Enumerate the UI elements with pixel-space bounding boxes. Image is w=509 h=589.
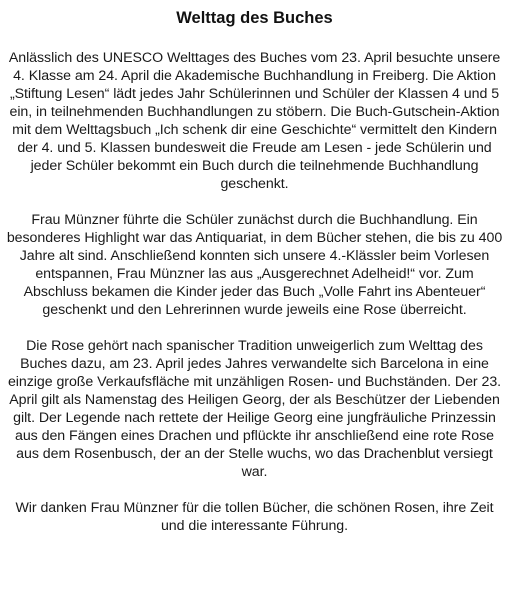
document-title: Welttag des Buches: [176, 9, 333, 27]
paragraph-thanks: Wir danken Frau Münzner für die tollen Bücher, die schönen Rosen, ihre Zeit und die interessante Führung.: [15, 500, 494, 534]
paragraph-rose-tradition: Die Rose gehört nach spanischer Tradition unweigerlich zum Welttag des Buches dazu, am 23. April jedes Jahres verwandelte sich Barcelona in eine einzige große Verkaufsfläche mit unzähligen Rosen- und Buchständen. Der 23. April gilt als Namenstag des Heiligen Georg, der als Beschützer der Liebenden gilt. Der Legende nach rettete der Heilige Georg eine jungfräuliche Prinzessin aus den Fängen eines Drachen und pflückte ihr anschließend eine rote Rose aus dem Rosenbusch, der an der Stelle wuchs, wo das Drachenblut versiegt war.: [7, 338, 502, 480]
paragraph-bookshop-tour: Frau Münzner führte die Schüler zunächst durch die Buchhandlung. Ein besonderes Highlight war das Antiquariat, in dem Bücher stehen, die bis zu 400 Jahre alt sind. Anschließend konnten sich unsere 4.-Klässler beim Vorlesen entspannen, Frau Münzner las aus „Ausgerechnet Adelheid!“ vor. Zum Abschluss bekamen die Kinder jeder das Buch „Volle Fahrt ins Abenteuer“ geschenkt und den Lehrerinnen wurde jeweils eine Rose überreicht.: [6, 212, 503, 318]
paragraph-unesco-visit: Anlässlich des UNESCO Welttages des Buches vom 23. April besuchte unsere 4. Klasse am 24. April die Akademische Buchhandlung in Freiberg. Die Aktion „Stiftung Lesen“ lädt jedes Jahr Schülerinnen und Schüler der Klassen 4 und 5 ein, in teilnehmenden Buchhandlungen zu stöbern. Die Buch-Gutschein-Aktion mit dem Welttagsbuch „Ich schenk dir eine Geschichte“ vermittelt den Kindern der 4. und 5. Klassen bundesweit die Freude am Lesen - jede Schülerin und jeder Schüler bekommt ein Buch durch die teilnehmende Buchhandlung geschenkt.: [8, 50, 501, 192]
